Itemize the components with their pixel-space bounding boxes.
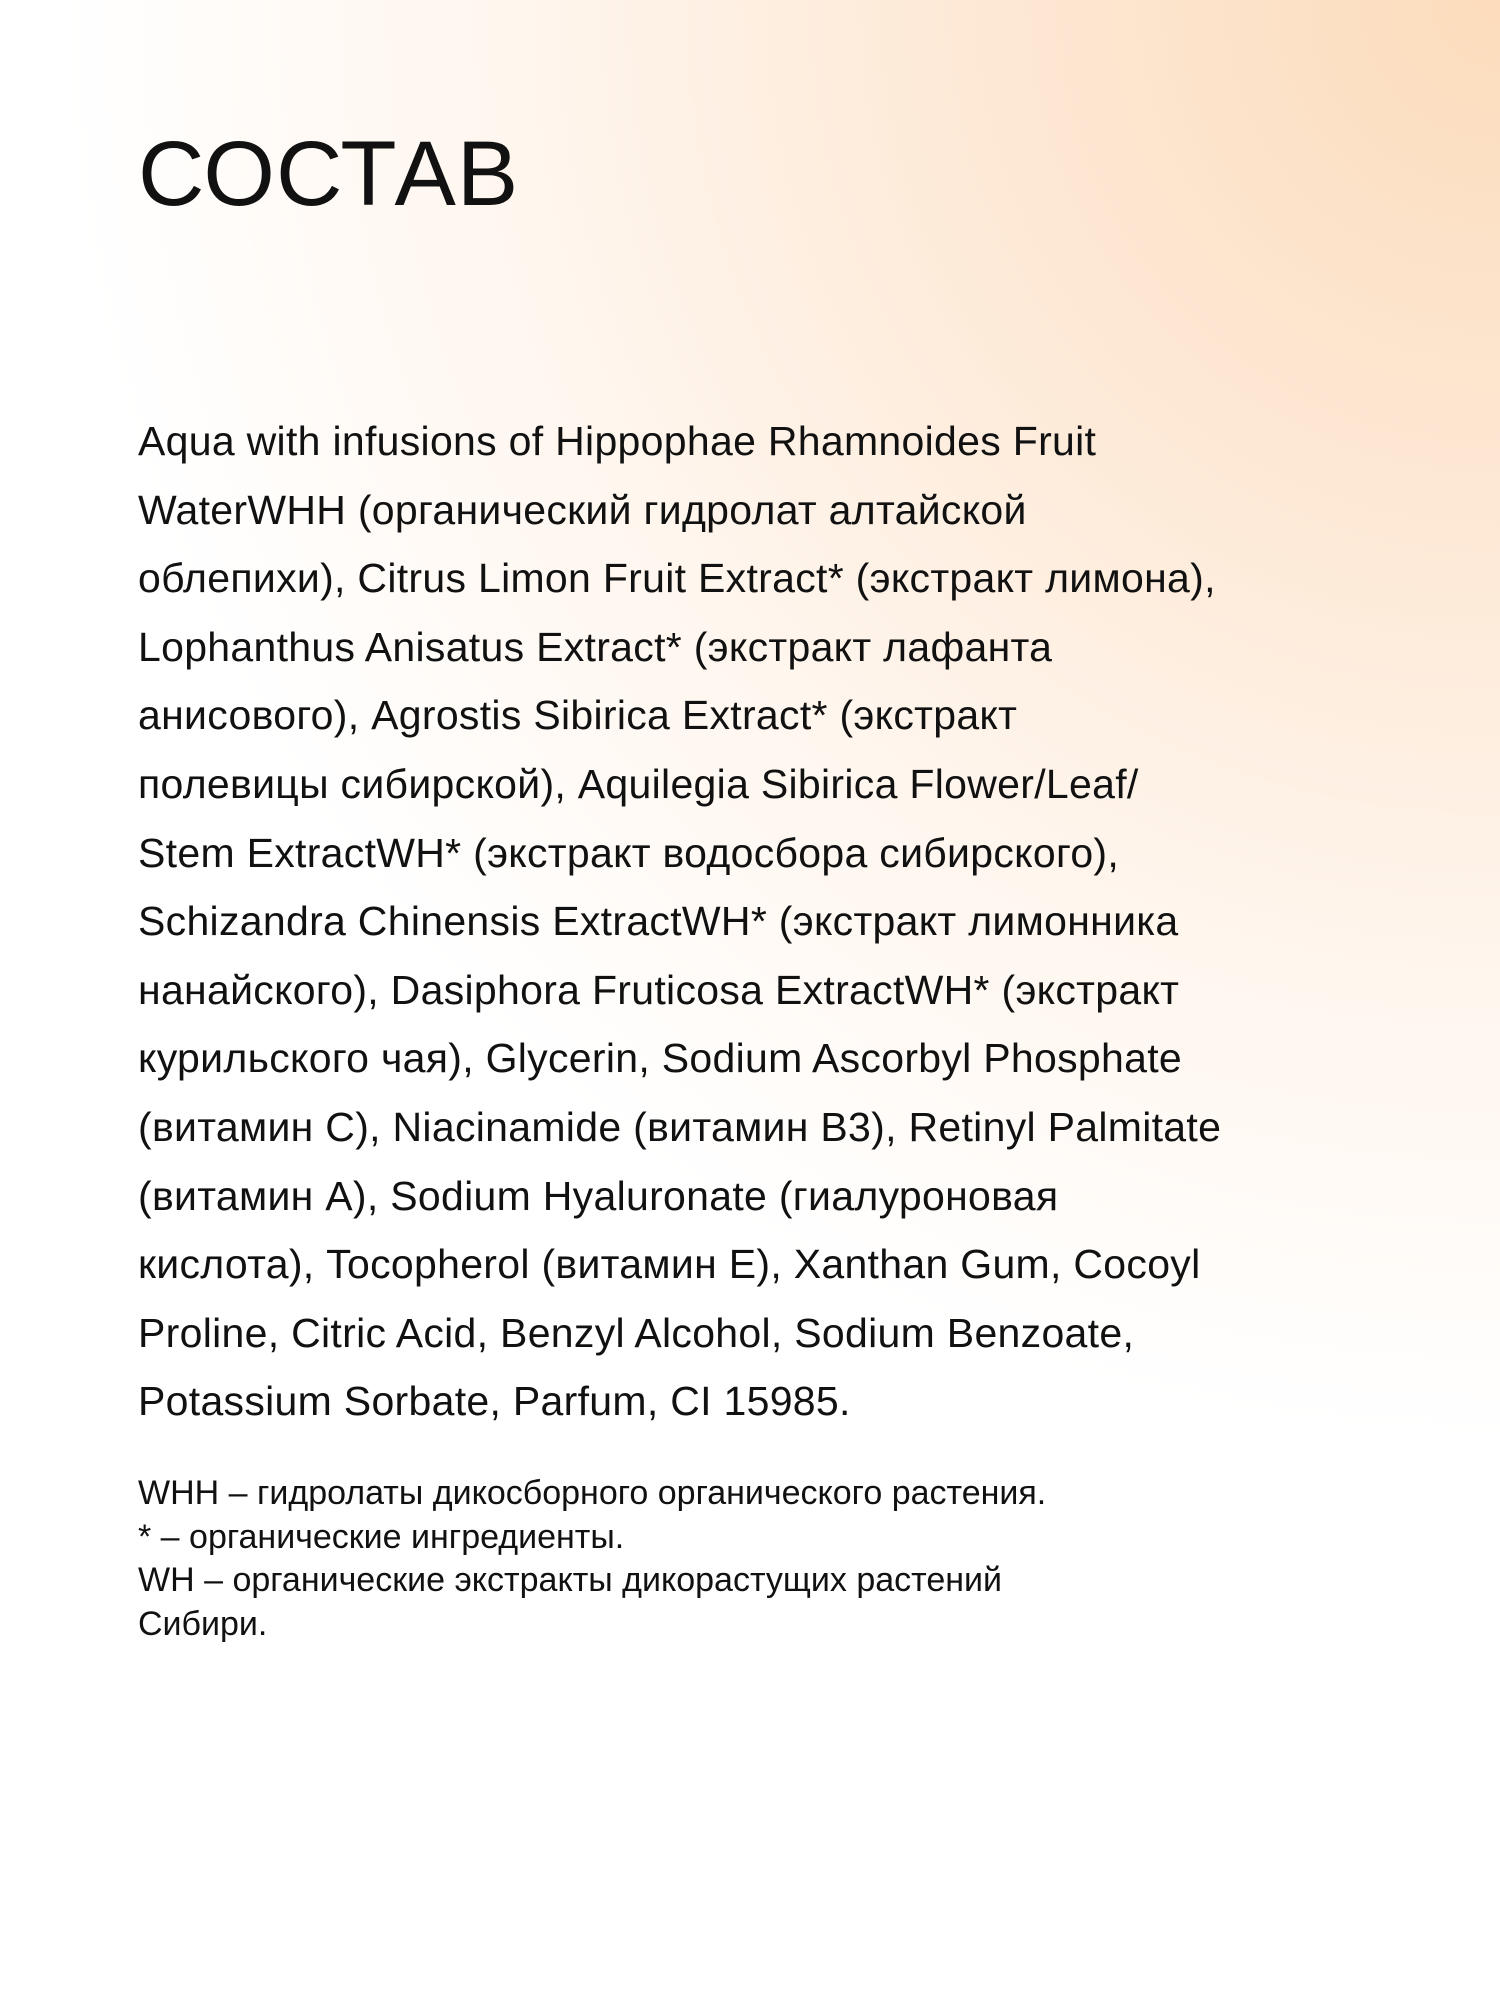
ingredients-line: (витамин А), Sodium Hyaluronate (гиалуроновая — [138, 1172, 1059, 1219]
ingredients-line: Schizandra Chinensis ExtractWH* (экстракт лимонника — [138, 898, 1179, 945]
ingredients-line: Aqua with infusions of Hippophae Rhamnoides Fruit — [138, 418, 1097, 464]
ingredients-line: анисового), Agrostis Sibirica Extract* (экстракт — [138, 692, 1018, 739]
ingredients-line: WaterWHH (органический гидролат алтайской — [138, 486, 1027, 533]
footnote-wh: WH – органические экстракты дикорастущих растений — [138, 1561, 1003, 1599]
footnotes — [138, 1472, 1388, 1646]
page-title: СОСТАВ — [138, 123, 520, 225]
ingredients-line: кислота), Tocopherol (витамин Е), Xanthan Gum, Cocoyl — [138, 1241, 1201, 1288]
ingredients-line: облепихи), Citrus Limon Fruit Extract* (экстракт лимона), — [138, 555, 1216, 602]
ingredients-line: полевицы сибирской), Aquilegia Sibirica Flower/Leaf/ — [138, 760, 1139, 807]
ingredients-line: курильского чая), Glycerin, Sodium Ascorbyl Phosphate — [138, 1035, 1183, 1082]
footnote-wh-continued: Сибири. — [138, 1604, 268, 1643]
ingredients-line: Lophanthus Anisatus Extract* (экстракт лафанта — [138, 623, 1053, 670]
footnote-whh: WHH – гидролаты дикосборного органического растения. — [138, 1474, 1047, 1512]
ingredients-line: нанайского), Dasiphora Fruticosa ExtractWH* (экстракт — [138, 966, 1180, 1013]
ingredients-line: (витамин С), Niacinamide (витамин В3), Retinyl Palmitate — [138, 1103, 1222, 1150]
footnote-organic: * – органические ингредиенты. — [138, 1517, 625, 1556]
ingredients-line: Potassium Sorbate, Parfum, CI 15985. — [138, 1378, 851, 1425]
ingredients-list — [138, 407, 1388, 1436]
ingredients-line: Stem ExtractWH* (экстракт водосбора сибирского), — [138, 829, 1120, 876]
ingredients-line: Proline, Citric Acid, Benzyl Alcohol, Sodium Benzoate, — [138, 1309, 1135, 1356]
